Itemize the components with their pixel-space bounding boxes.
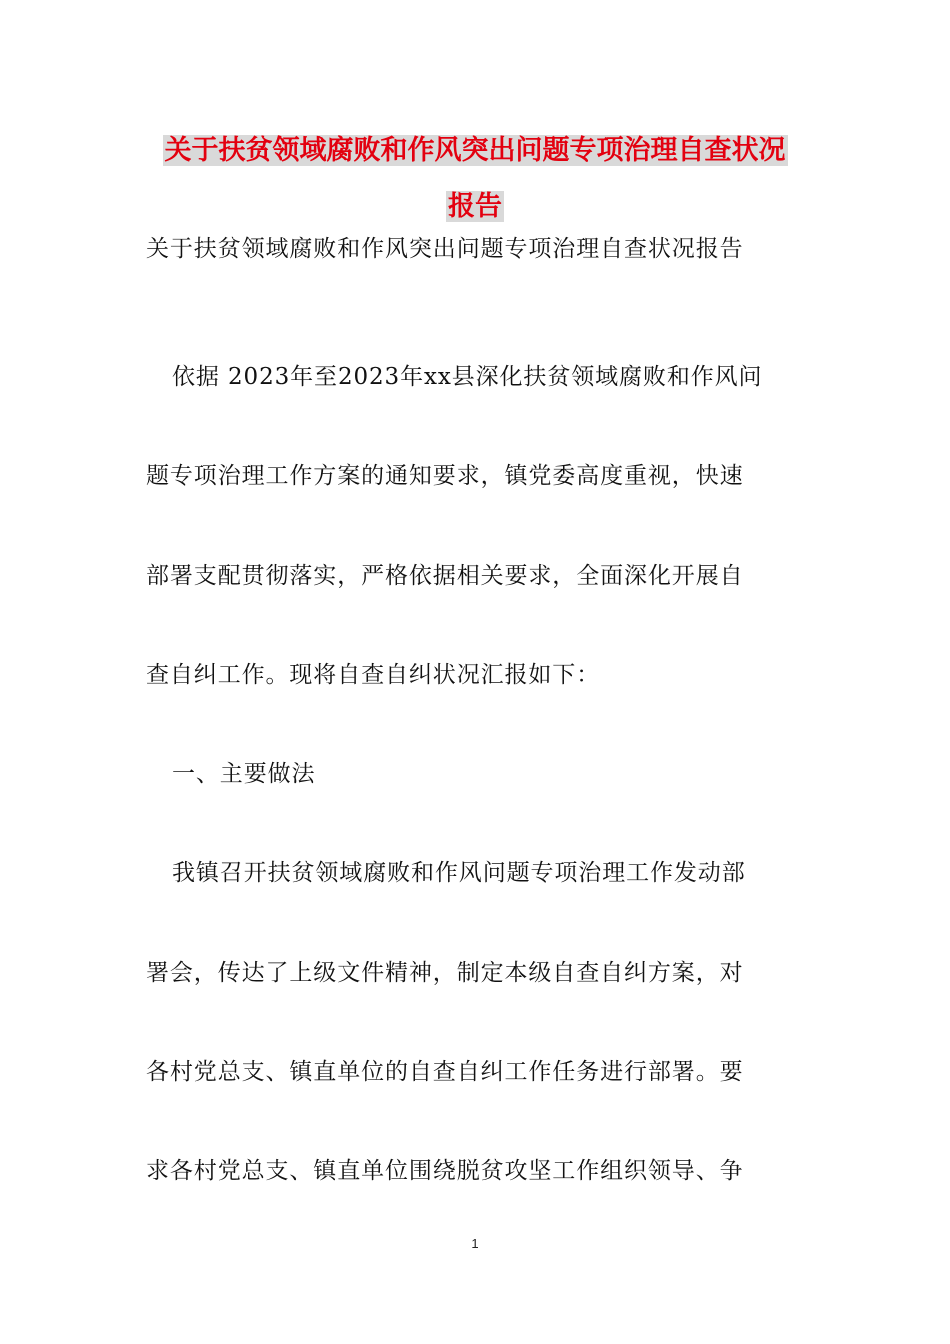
- body-line-2: 依据 2023年至2023年xx县深化扶贫领域腐败和作风问: [172, 364, 763, 390]
- title-text-2: 报告: [448, 191, 502, 222]
- body-line-4: 部署支配贯彻落实，严格依据相关要求，全面深化开展自: [146, 563, 744, 589]
- body-line-1: 关于扶贫领域腐败和作风突出问题专项治理自查状况报告: [146, 236, 744, 262]
- body-line-10: 求各村党总支、镇直单位围绕脱贫攻坚工作组织领导、争: [146, 1158, 744, 1184]
- document-title-line-2: [0, 187, 950, 227]
- body-line-5: 查自纠工作。现将自查自纠状况汇报如下：: [146, 662, 601, 688]
- section-heading: 一、主要做法: [172, 761, 316, 787]
- body-line-7: 我镇召开扶贫领域腐败和作风问题专项治理工作发动部: [172, 860, 746, 886]
- body-line-3: 题专项治理工作方案的通知要求，镇党委高度重视，快速: [146, 463, 744, 489]
- document-title-line-1: [0, 131, 950, 171]
- body-line-8: 署会，传达了上级文件精神，制定本级自查自纠方案，对: [146, 960, 744, 986]
- page-number: 1: [471, 1236, 479, 1251]
- title-text-1: 关于扶贫领域腐败和作风突出问题专项治理自查状况: [164, 135, 786, 166]
- body-line-9: 各村党总支、镇直单位的自查自纠工作任务进行部署。要: [146, 1059, 744, 1085]
